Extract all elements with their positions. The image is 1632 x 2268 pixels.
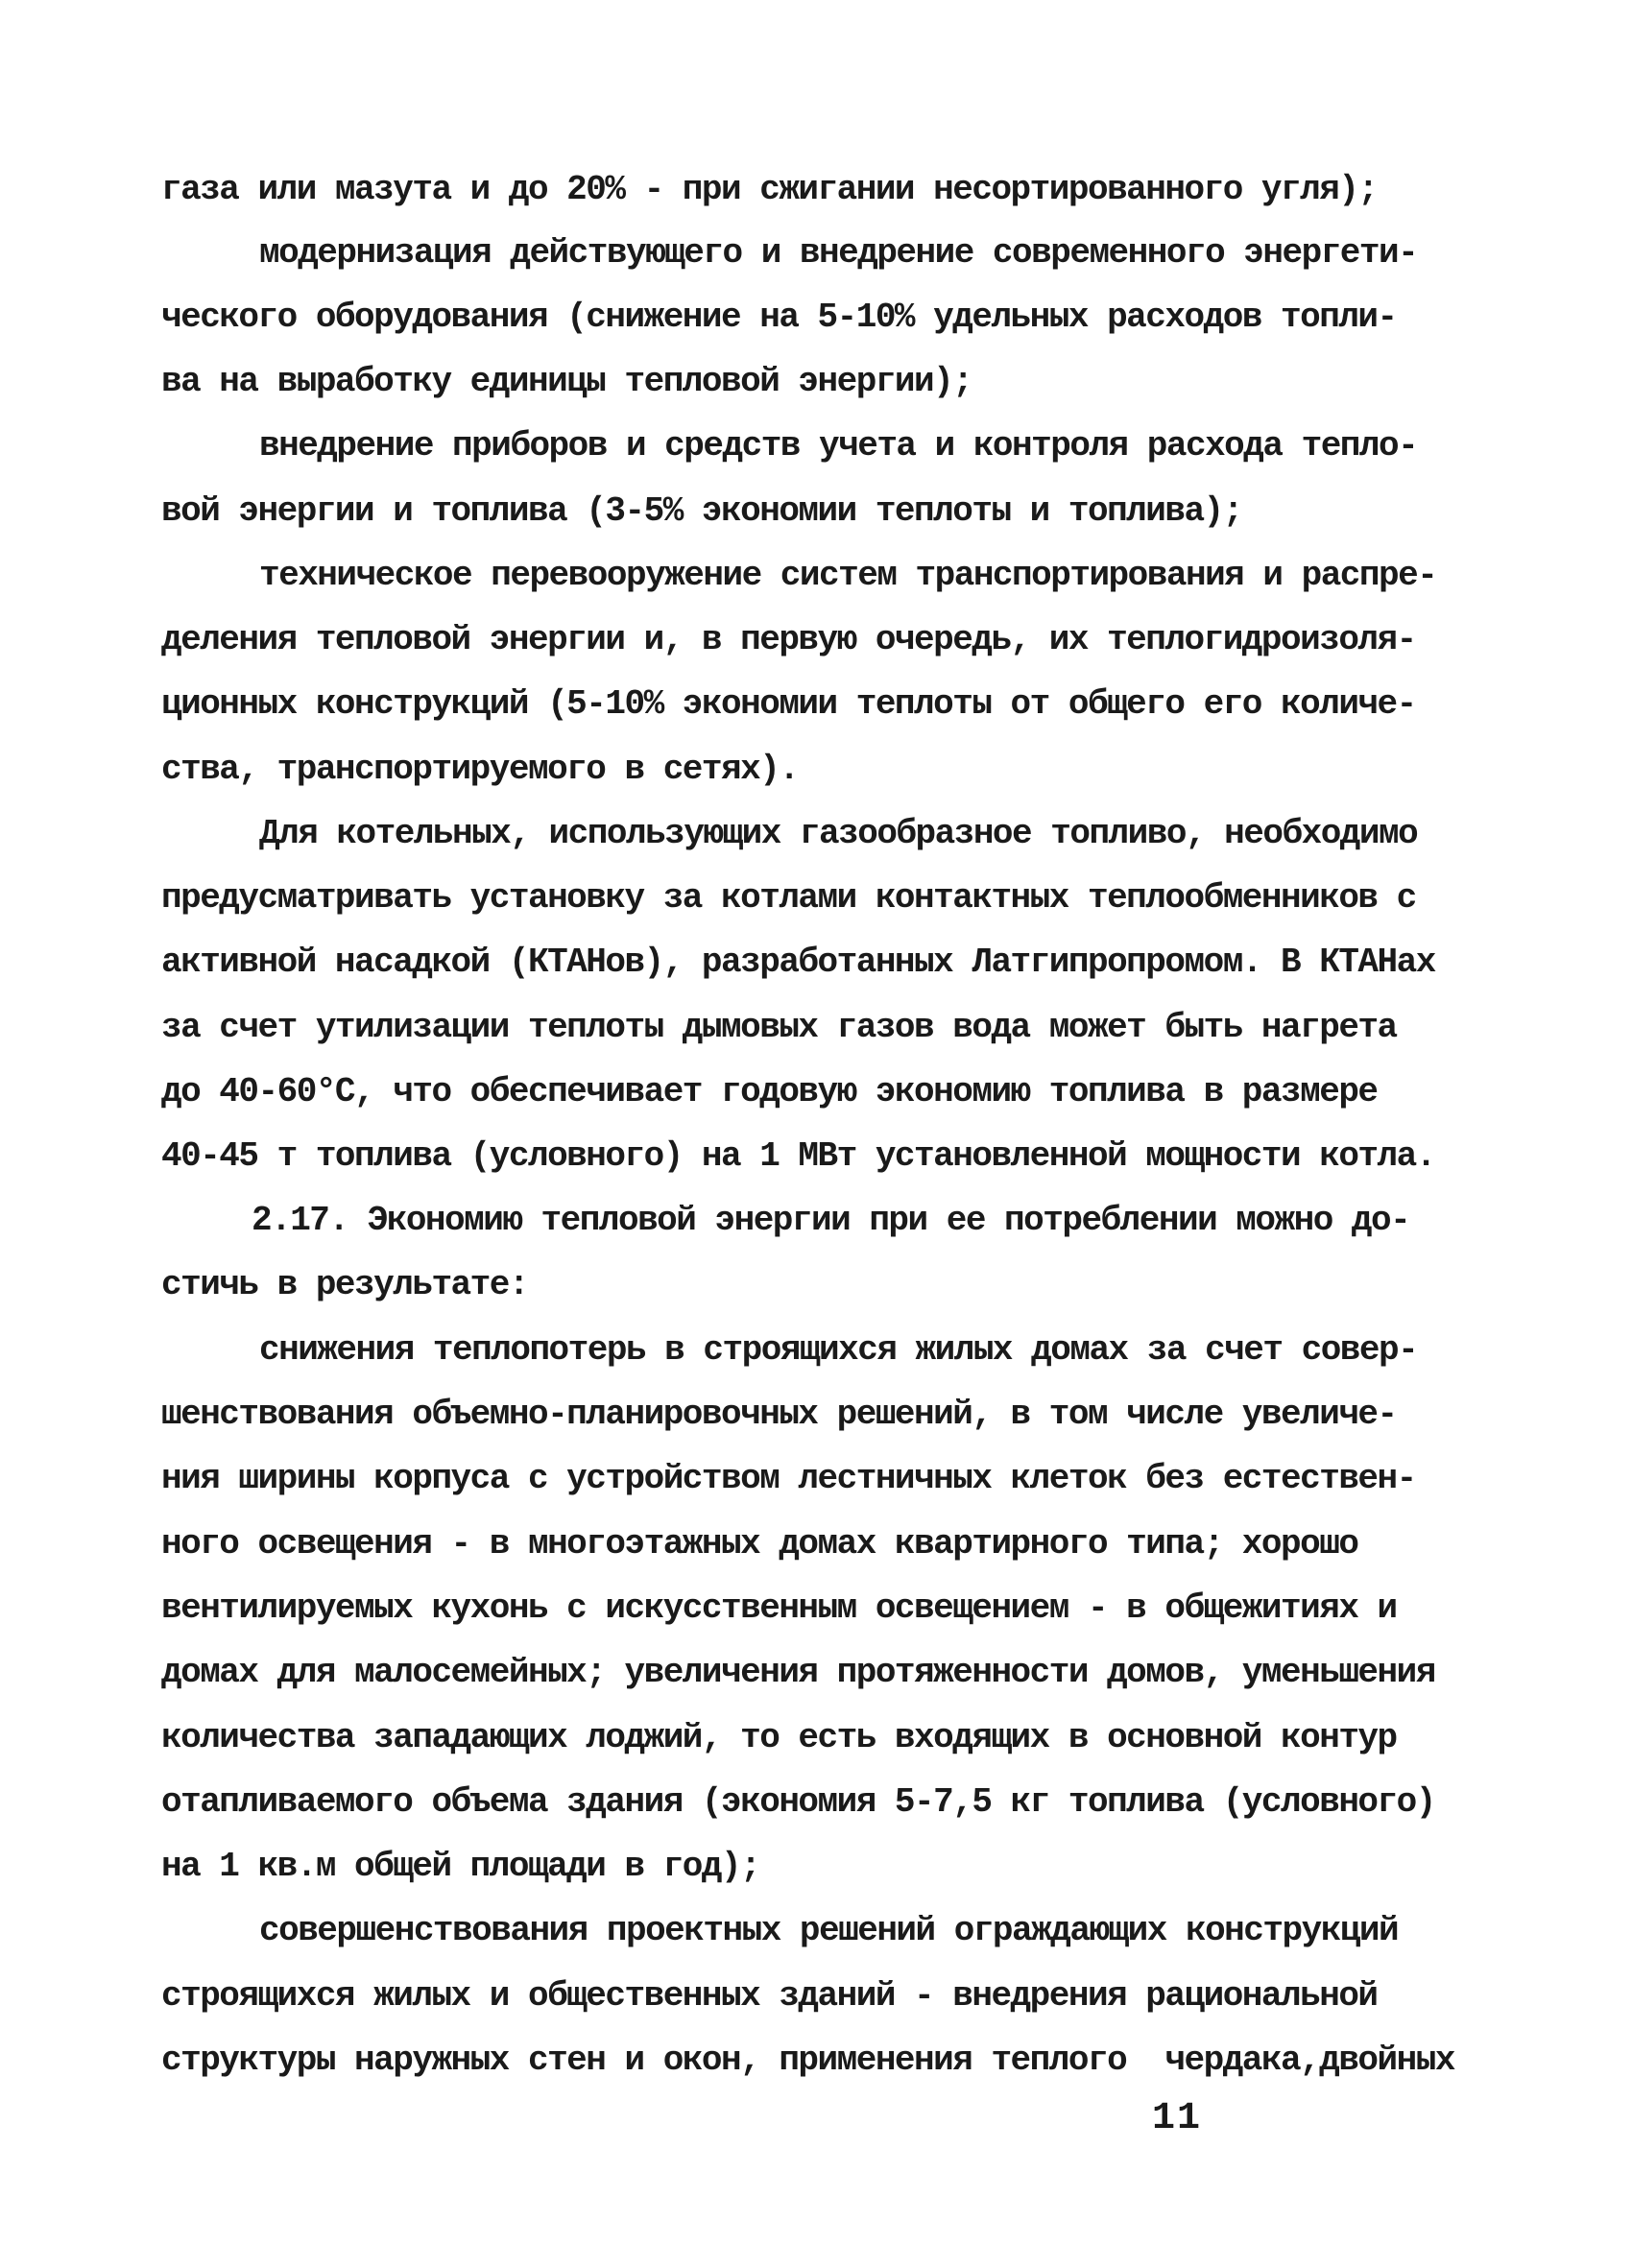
text-line: предусматривать установку за котлами контактных теплообменников с (161, 878, 1416, 918)
text-line: отапливаемого объема здания (экономия 5-7,5 кг топлива (условного) (161, 1782, 1435, 1822)
text-line: количества западающих лоджий, то есть входящих в основной контур (161, 1718, 1397, 1757)
text-line: строящихся жилых и общественных зданий - внедрения рациональной (161, 1976, 1378, 2016)
text-line: снижения теплопотерь в строящихся жилых домах за счет совер- (259, 1330, 1418, 1370)
text-line: совершенствования проектных решений ограждающих конструкций (259, 1911, 1399, 1950)
text-line: вентилируемых кухонь с искусственным освещением - в общежитиях и (161, 1588, 1397, 1628)
text-line: ческого оборудования (снижение на 5-10% удельных расходов топли- (161, 298, 1397, 337)
text-line: модернизация действующего и внедрение современного энергети- (259, 233, 1418, 273)
text-line: шенствования объемно-планировочных решений, в том числе увеличе- (161, 1395, 1397, 1434)
text-line: ства, транспортируемого в сетях). (161, 750, 799, 789)
text-line: структуры наружных стен и окон, применения теплого чердака,двойных (161, 2041, 1454, 2080)
text-line: деления тепловой энергии и, в первую очередь, их теплогидроизоля- (161, 620, 1416, 659)
text-line: вой энергии и топлива (3-5% экономии теплоты и топлива); (161, 491, 1242, 531)
text-line: на 1 кв.м общей площади в год); (161, 1847, 760, 1886)
text-line: Для котельных, использующих газообразное топливо, необходимо (259, 814, 1418, 853)
text-line: ционных конструкций (5-10% экономии теплоты от общего его количе- (161, 684, 1416, 724)
text-line: внедрение приборов и средств учета и контроля расхода тепло- (259, 426, 1418, 466)
text-line: ва на выработку единицы тепловой энергии); (161, 362, 972, 401)
text-line: 40-45 т топлива (условного) на 1 МВт установленной мощности котла. (161, 1136, 1435, 1176)
text-line: за счет утилизации теплоты дымовых газов вода может быть нагрета (161, 1008, 1397, 1047)
text-line: домах для малосемейных; увеличения протяженности домов, уменьшения (161, 1653, 1435, 1692)
text-line: ного освещения - в многоэтажных домах квартирного типа; хорошо (161, 1524, 1358, 1564)
text-line: стичь в результате: (161, 1265, 528, 1304)
text-line: техническое перевооружение систем транспортирования и распре- (259, 556, 1437, 595)
text-line: ния ширины корпуса с устройством лестничных клеток без естествен- (161, 1459, 1416, 1498)
text-line: до 40-60°С, что обеспечивает годовую экономию топлива в размере (161, 1072, 1378, 1111)
page-number: 11 (1152, 2097, 1203, 2140)
text-line: газа или мазута и до 20% - при сжигании несортированного угля); (161, 170, 1378, 209)
text-line: 2.17. Экономию тепловой энергии при ее потреблении можно до- (252, 1201, 1410, 1240)
text-line: активной насадкой (КТАНов), разработанных Латгипропромом. В КТАНах (161, 943, 1435, 982)
